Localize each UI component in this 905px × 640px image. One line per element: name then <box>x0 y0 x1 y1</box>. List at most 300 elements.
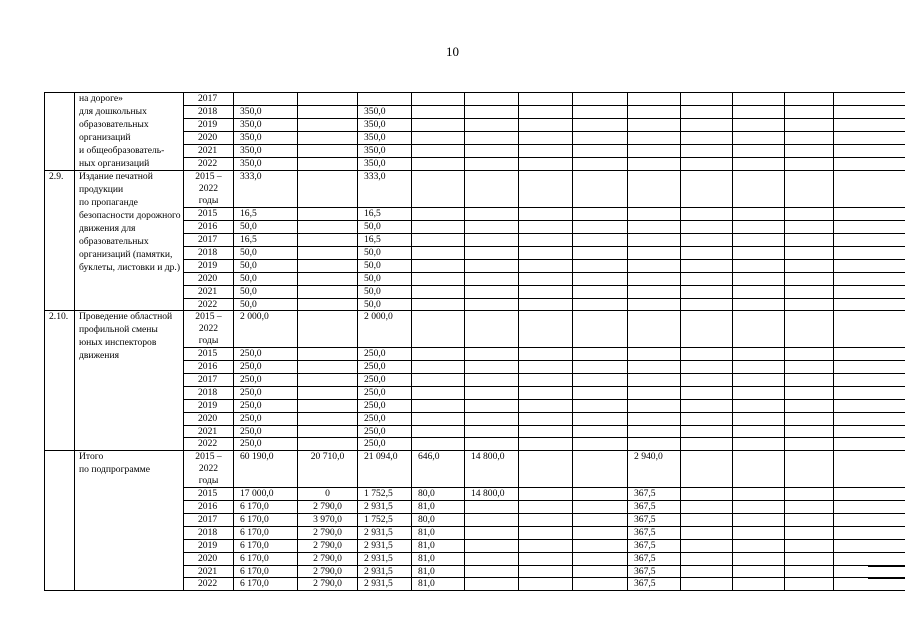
year-cell: 2021 <box>184 425 234 438</box>
amount-cell <box>573 552 628 565</box>
amount-cell: 250,0 <box>358 399 412 412</box>
amount-cell: 50,0 <box>358 221 412 234</box>
year-cell: 2021 <box>184 285 234 298</box>
amount-cell <box>628 386 681 399</box>
amount-cell <box>298 119 358 132</box>
amount-cell <box>628 145 681 158</box>
amount-cell: 350,0 <box>234 132 298 145</box>
year-cell: 2018 <box>184 526 234 539</box>
amount-cell <box>573 208 628 221</box>
amount-cell <box>465 158 519 171</box>
amount-cell <box>465 132 519 145</box>
amount-cell <box>465 438 519 451</box>
amount-cell <box>834 501 905 514</box>
amount-cell <box>834 145 905 158</box>
year-cell: 2017 <box>184 93 234 106</box>
amount-cell <box>573 272 628 285</box>
amount-cell <box>234 93 298 106</box>
amount-cell <box>298 93 358 106</box>
amount-cell: 50,0 <box>234 221 298 234</box>
amount-cell <box>733 132 785 145</box>
amount-cell: 250,0 <box>358 412 412 425</box>
amount-cell <box>628 361 681 374</box>
amount-cell: 350,0 <box>358 158 412 171</box>
amount-cell <box>733 539 785 552</box>
year-cell: 2018 <box>184 386 234 399</box>
amount-cell: 250,0 <box>358 373 412 386</box>
amount-cell <box>681 158 733 171</box>
amount-cell: 2 931,5 <box>358 501 412 514</box>
amount-cell: 367,5 <box>628 488 681 501</box>
amount-cell: 333,0 <box>234 171 298 208</box>
amount-cell <box>785 208 834 221</box>
year-cell: 2015 – 2022 годы <box>184 451 234 488</box>
amount-cell <box>628 412 681 425</box>
amount-cell: 2 931,5 <box>358 565 412 578</box>
amount-cell: 80,0 <box>412 488 465 501</box>
amount-cell <box>681 348 733 361</box>
amount-cell <box>834 132 905 145</box>
amount-cell <box>573 501 628 514</box>
amount-cell <box>465 552 519 565</box>
amount-cell: 2 931,5 <box>358 552 412 565</box>
activity-name: Итого по подпрограмме <box>75 451 184 591</box>
table-row <box>45 93 905 106</box>
amount-cell: 333,0 <box>358 171 412 208</box>
amount-cell <box>628 272 681 285</box>
table-row <box>45 171 905 208</box>
amount-cell <box>785 501 834 514</box>
amount-cell: 250,0 <box>358 425 412 438</box>
amount-cell <box>628 233 681 246</box>
amount-cell: 50,0 <box>234 272 298 285</box>
amount-cell <box>681 246 733 259</box>
amount-cell <box>628 285 681 298</box>
amount-cell: 350,0 <box>234 119 298 132</box>
amount-cell <box>573 132 628 145</box>
amount-cell: 350,0 <box>358 145 412 158</box>
amount-cell <box>573 451 628 488</box>
year-cell: 2019 <box>184 399 234 412</box>
amount-cell: 350,0 <box>234 158 298 171</box>
amount-cell <box>465 526 519 539</box>
amount-cell <box>733 361 785 374</box>
amount-cell <box>681 488 733 501</box>
table-row <box>45 451 905 488</box>
amount-cell <box>834 285 905 298</box>
year-cell: 2018 <box>184 246 234 259</box>
amount-cell <box>465 106 519 119</box>
amount-cell <box>834 208 905 221</box>
amount-cell <box>519 373 573 386</box>
amount-cell <box>834 348 905 361</box>
amount-cell <box>628 106 681 119</box>
amount-cell <box>785 526 834 539</box>
amount-cell <box>519 221 573 234</box>
amount-cell: 16,5 <box>234 208 298 221</box>
amount-cell: 367,5 <box>628 526 681 539</box>
amount-cell <box>573 93 628 106</box>
amount-cell <box>465 361 519 374</box>
amount-cell <box>465 208 519 221</box>
amount-cell <box>681 272 733 285</box>
amount-cell <box>573 221 628 234</box>
amount-cell <box>465 246 519 259</box>
amount-cell <box>681 412 733 425</box>
amount-cell <box>465 145 519 158</box>
amount-cell <box>573 386 628 399</box>
amount-cell <box>628 158 681 171</box>
amount-cell <box>834 233 905 246</box>
amount-cell <box>412 145 465 158</box>
year-cell: 2019 <box>184 119 234 132</box>
amount-cell: 2 931,5 <box>358 539 412 552</box>
amount-cell <box>519 438 573 451</box>
amount-cell: 367,5 <box>628 501 681 514</box>
amount-cell: 2 790,0 <box>298 539 358 552</box>
amount-cell <box>834 259 905 272</box>
amount-cell <box>733 578 785 591</box>
amount-cell <box>519 451 573 488</box>
amount-cell <box>519 361 573 374</box>
amount-cell <box>681 386 733 399</box>
amount-cell <box>681 425 733 438</box>
amount-cell <box>573 259 628 272</box>
amount-cell <box>681 221 733 234</box>
amount-cell <box>834 386 905 399</box>
amount-cell <box>681 285 733 298</box>
amount-cell <box>298 412 358 425</box>
amount-cell <box>628 132 681 145</box>
table-row <box>45 311 905 348</box>
page-number: 10 <box>446 44 459 59</box>
row-number <box>45 93 75 171</box>
amount-cell <box>412 158 465 171</box>
amount-cell <box>785 246 834 259</box>
amount-cell <box>628 171 681 208</box>
amount-cell <box>519 233 573 246</box>
amount-cell <box>465 386 519 399</box>
year-cell: 2017 <box>184 513 234 526</box>
amount-cell <box>412 412 465 425</box>
amount-cell <box>465 399 519 412</box>
amount-cell <box>298 425 358 438</box>
amount-cell <box>681 565 733 578</box>
amount-cell <box>519 119 573 132</box>
amount-cell: 81,0 <box>412 578 465 591</box>
amount-cell: 6 170,0 <box>234 501 298 514</box>
amount-cell <box>519 171 573 208</box>
year-cell: 2020 <box>184 412 234 425</box>
amount-cell <box>834 93 905 106</box>
amount-cell <box>834 438 905 451</box>
amount-cell <box>681 361 733 374</box>
amount-cell <box>573 106 628 119</box>
amount-cell <box>573 246 628 259</box>
amount-cell <box>681 145 733 158</box>
amount-cell: 6 170,0 <box>234 513 298 526</box>
amount-cell <box>733 221 785 234</box>
amount-cell: 16,5 <box>358 233 412 246</box>
amount-cell <box>681 399 733 412</box>
amount-cell: 250,0 <box>234 348 298 361</box>
amount-cell: 250,0 <box>358 361 412 374</box>
amount-cell <box>628 373 681 386</box>
amount-cell <box>519 298 573 311</box>
amount-cell <box>412 272 465 285</box>
amount-cell: 367,5 <box>628 578 681 591</box>
amount-cell <box>298 298 358 311</box>
amount-cell: 367,5 <box>628 513 681 526</box>
amount-cell <box>733 501 785 514</box>
amount-cell <box>733 399 785 412</box>
amount-cell: 50,0 <box>358 285 412 298</box>
amount-cell <box>519 501 573 514</box>
row-number: 2.9. <box>45 171 75 311</box>
amount-cell: 0 <box>298 488 358 501</box>
amount-cell <box>834 539 905 552</box>
amount-cell: 250,0 <box>234 386 298 399</box>
amount-cell <box>733 348 785 361</box>
amount-cell: 2 790,0 <box>298 565 358 578</box>
amount-cell <box>785 373 834 386</box>
amount-cell <box>298 438 358 451</box>
amount-cell <box>733 451 785 488</box>
amount-cell <box>573 513 628 526</box>
amount-cell <box>573 399 628 412</box>
amount-cell <box>519 565 573 578</box>
amount-cell <box>412 171 465 208</box>
year-cell: 2017 <box>184 373 234 386</box>
amount-cell <box>298 145 358 158</box>
amount-cell <box>573 233 628 246</box>
amount-cell <box>785 298 834 311</box>
amount-cell: 50,0 <box>234 246 298 259</box>
amount-cell <box>834 246 905 259</box>
amount-cell <box>298 246 358 259</box>
amount-cell <box>573 488 628 501</box>
amount-cell <box>519 158 573 171</box>
amount-cell <box>785 412 834 425</box>
amount-cell <box>785 221 834 234</box>
year-cell: 2020 <box>184 272 234 285</box>
amount-cell: 250,0 <box>234 438 298 451</box>
amount-cell <box>412 208 465 221</box>
amount-cell <box>519 425 573 438</box>
amount-cell <box>465 221 519 234</box>
amount-cell <box>785 539 834 552</box>
amount-cell: 17 000,0 <box>234 488 298 501</box>
amount-cell: 367,5 <box>628 565 681 578</box>
amount-cell <box>519 578 573 591</box>
amount-cell: 1 752,5 <box>358 513 412 526</box>
amount-cell: 350,0 <box>234 106 298 119</box>
amount-cell <box>573 425 628 438</box>
amount-cell <box>465 233 519 246</box>
amount-cell <box>733 386 785 399</box>
amount-cell <box>412 233 465 246</box>
amount-cell <box>465 93 519 106</box>
amount-cell <box>834 451 905 488</box>
activity-name: Проведение областной профильной смены юных инспекторов движения <box>75 311 184 451</box>
amount-cell <box>834 298 905 311</box>
amount-cell <box>573 171 628 208</box>
amount-cell: 6 170,0 <box>234 539 298 552</box>
amount-cell <box>681 93 733 106</box>
amount-cell <box>834 171 905 208</box>
amount-cell <box>298 171 358 208</box>
amount-cell: 14 800,0 <box>465 451 519 488</box>
amount-cell <box>465 259 519 272</box>
amount-cell <box>573 298 628 311</box>
year-cell: 2022 <box>184 158 234 171</box>
amount-cell <box>681 513 733 526</box>
amount-cell <box>519 348 573 361</box>
amount-cell <box>412 285 465 298</box>
amount-cell <box>733 171 785 208</box>
amount-cell: 50,0 <box>234 285 298 298</box>
amount-cell <box>412 311 465 348</box>
amount-cell <box>834 399 905 412</box>
amount-cell <box>834 373 905 386</box>
amount-cell <box>785 158 834 171</box>
amount-cell: 50,0 <box>234 298 298 311</box>
amount-cell <box>785 132 834 145</box>
amount-cell <box>573 438 628 451</box>
budget-table <box>44 92 905 591</box>
amount-cell: 81,0 <box>412 565 465 578</box>
amount-cell <box>681 106 733 119</box>
amount-cell: 2 790,0 <box>298 578 358 591</box>
year-cell: 2016 <box>184 501 234 514</box>
amount-cell: 250,0 <box>234 412 298 425</box>
year-cell: 2016 <box>184 221 234 234</box>
amount-cell <box>412 425 465 438</box>
amount-cell <box>412 119 465 132</box>
amount-cell: 6 170,0 <box>234 578 298 591</box>
amount-cell <box>785 488 834 501</box>
amount-cell <box>733 259 785 272</box>
amount-cell: 250,0 <box>234 425 298 438</box>
amount-cell: 367,5 <box>628 539 681 552</box>
amount-cell <box>519 386 573 399</box>
amount-cell <box>465 501 519 514</box>
amount-cell <box>298 399 358 412</box>
amount-cell <box>834 272 905 285</box>
amount-cell: 81,0 <box>412 539 465 552</box>
year-cell: 2015 <box>184 208 234 221</box>
amount-cell <box>573 526 628 539</box>
amount-cell <box>733 298 785 311</box>
amount-cell <box>834 221 905 234</box>
amount-cell <box>298 259 358 272</box>
amount-cell: 250,0 <box>358 438 412 451</box>
amount-cell: 6 170,0 <box>234 565 298 578</box>
amount-cell <box>834 106 905 119</box>
amount-cell <box>298 311 358 348</box>
amount-cell <box>412 246 465 259</box>
amount-cell <box>465 565 519 578</box>
amount-cell <box>785 233 834 246</box>
activity-name: Издание печатной продукции по пропаганде безопасности дорожного движения для образовательных организаций (памятки, буклеты, листовки и др.) <box>75 171 184 311</box>
amount-cell <box>519 272 573 285</box>
amount-cell <box>519 513 573 526</box>
amount-cell <box>298 348 358 361</box>
amount-cell <box>465 171 519 208</box>
amount-cell: 350,0 <box>358 106 412 119</box>
amount-cell <box>681 438 733 451</box>
amount-cell <box>298 158 358 171</box>
table-line-extension <box>868 578 905 579</box>
amount-cell <box>681 298 733 311</box>
amount-cell <box>681 208 733 221</box>
amount-cell <box>785 565 834 578</box>
amount-cell <box>785 451 834 488</box>
amount-cell <box>519 106 573 119</box>
amount-cell <box>785 145 834 158</box>
amount-cell: 2 931,5 <box>358 578 412 591</box>
amount-cell <box>834 425 905 438</box>
amount-cell <box>628 208 681 221</box>
year-cell: 2022 <box>184 578 234 591</box>
amount-cell <box>412 438 465 451</box>
amount-cell <box>519 132 573 145</box>
amount-cell: 6 170,0 <box>234 526 298 539</box>
amount-cell <box>785 386 834 399</box>
amount-cell <box>785 119 834 132</box>
amount-cell <box>465 348 519 361</box>
amount-cell: 646,0 <box>412 451 465 488</box>
amount-cell <box>573 311 628 348</box>
amount-cell <box>519 285 573 298</box>
amount-cell <box>785 399 834 412</box>
amount-cell: 2 931,5 <box>358 526 412 539</box>
amount-cell: 367,5 <box>628 552 681 565</box>
amount-cell <box>733 425 785 438</box>
amount-cell <box>573 145 628 158</box>
amount-cell <box>298 285 358 298</box>
amount-cell: 2 940,0 <box>628 451 681 488</box>
amount-cell: 60 190,0 <box>234 451 298 488</box>
amount-cell <box>519 399 573 412</box>
amount-cell <box>465 513 519 526</box>
amount-cell: 50,0 <box>358 246 412 259</box>
amount-cell: 350,0 <box>358 119 412 132</box>
amount-cell <box>573 119 628 132</box>
amount-cell <box>519 539 573 552</box>
amount-cell <box>733 565 785 578</box>
amount-cell <box>465 373 519 386</box>
amount-cell: 81,0 <box>412 526 465 539</box>
amount-cell: 250,0 <box>234 399 298 412</box>
amount-cell: 3 970,0 <box>298 513 358 526</box>
amount-cell: 2 000,0 <box>358 311 412 348</box>
amount-cell <box>733 272 785 285</box>
amount-cell <box>681 132 733 145</box>
amount-cell <box>519 488 573 501</box>
amount-cell: 81,0 <box>412 552 465 565</box>
amount-cell <box>358 93 412 106</box>
amount-cell <box>834 158 905 171</box>
row-number <box>45 451 75 591</box>
amount-cell <box>628 348 681 361</box>
amount-cell <box>298 386 358 399</box>
amount-cell <box>628 246 681 259</box>
amount-cell <box>785 272 834 285</box>
amount-cell <box>733 208 785 221</box>
amount-cell <box>785 552 834 565</box>
amount-cell <box>412 221 465 234</box>
